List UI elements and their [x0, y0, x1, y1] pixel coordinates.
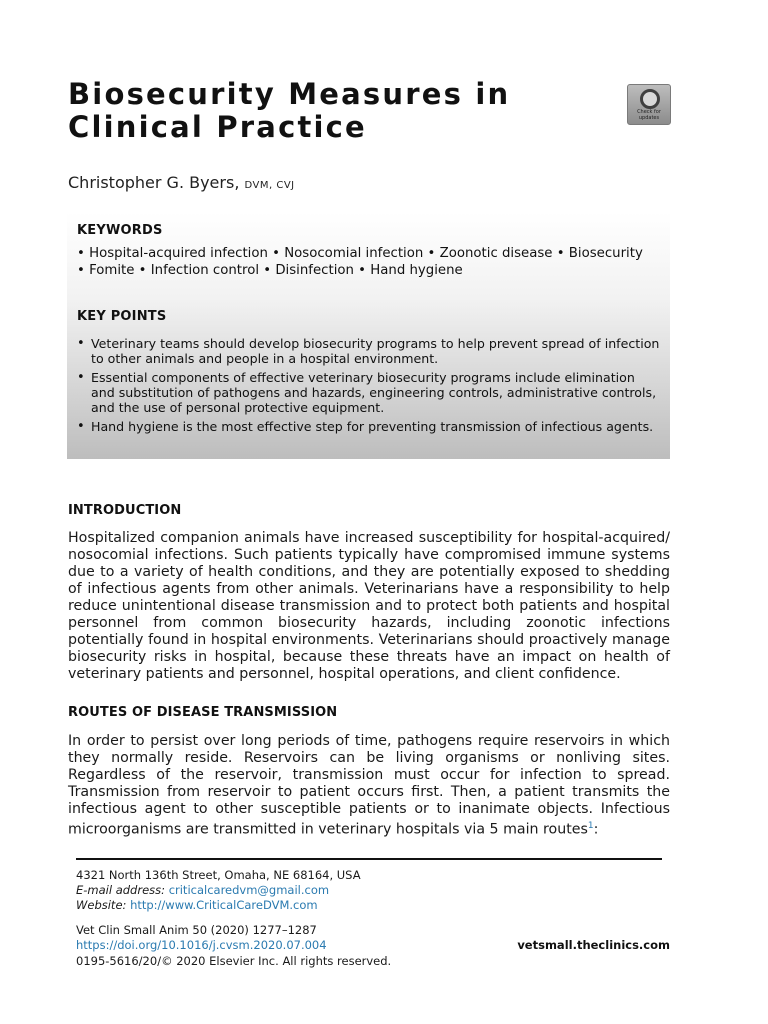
doi-link[interactable]: https://doi.org/10.1016/j.cvsm.2020.07.004 [76, 938, 327, 952]
title-line-1: Biosecurity Measures in [68, 77, 511, 111]
footer-copyright: 0195-5616/20/© 2020 Elsevier Inc. All rights reserved. [76, 954, 392, 968]
routes-text: In order to persist over long periods of time, pathogens require reservoirs in which they normally reside. Reservoirs can be living organisms or nonliving sites. Regardless of the reservoir, transmission must occur for infection to spread. Transmission from reservoir to patient occurs first. Then, a patient transmits the infectious agent to other susceptible patients or to inanimate objects. Infectious microorganisms are transmitted in veterinary hospitals via 5 main routes [68, 733, 670, 838]
routes-paragraph [68, 733, 670, 839]
reference-link[interactable]: 1 [587, 821, 594, 831]
keywords-line-1: • Hospital-acquired infection • Nosocomial infection • Zoonotic disease • Biosecurity [77, 246, 643, 261]
introduction-heading: INTRODUCTION [68, 503, 182, 518]
footer-divider [76, 858, 662, 860]
routes-tail: : [593, 821, 599, 838]
email-label: E-mail address: [76, 883, 166, 897]
author-line [68, 173, 295, 192]
keywords-line-2: • Fomite • Infection control • Disinfection • Hand hygiene [77, 263, 463, 278]
key-point-item [77, 419, 662, 434]
key-point-text: Veterinary teams should develop biosecurity programs to help prevent spread of infection to other animals and people in a hospital environment. [91, 336, 660, 366]
key-points-heading: KEY POINTS [77, 309, 167, 324]
email-link[interactable]: criticalcaredvm@gmail.com [168, 883, 330, 897]
key-points-list [77, 336, 662, 438]
key-point-text: Essential components of effective veterinary biosecurity programs include elimination and substitution of pathogens and hazards, engineering controls, administrative controls, and the use of personal protective equipment. [91, 370, 657, 415]
journal-site[interactable]: vetsmall.theclinics.com [517, 938, 670, 952]
keywords-keypoints-box [67, 212, 670, 459]
article-title [68, 78, 548, 144]
footer-doi [76, 938, 327, 952]
website-link[interactable]: http://www.CriticalCareDVM.com [130, 898, 318, 912]
footer-website-line [76, 898, 318, 912]
key-point-item [77, 370, 662, 415]
badge-label: Check for updates [637, 109, 661, 121]
bullet-icon: • [77, 336, 85, 351]
website-label: Website: [76, 898, 127, 912]
bullet-icon: • [77, 419, 85, 434]
title-line-2: Clinical Practice [68, 110, 367, 144]
footer-citation: Vet Clin Small Anim 50 (2020) 1277–1287 [76, 923, 317, 937]
key-point-item [77, 336, 662, 366]
routes-heading: ROUTES OF DISEASE TRANSMISSION [68, 705, 338, 720]
footer-address: 4321 North 136th Street, Omaha, NE 68164, USA [76, 868, 361, 882]
author-name: Christopher G. Byers, [68, 173, 240, 192]
bullet-icon: • [77, 370, 85, 385]
introduction-paragraph: Hospitalized companion animals have increased susceptibility for hospital-acquired/ nosocomial infections. Such patients typically have compromised immune systems due to a variety of health conditions, and they are potentially exposed to shedding of infectious agents from other animals. Veterinarians have a responsibility to help reduce unintentional disease transmission and to protect both patients and hospital personnel from common biosecurity hazards, including zoonotic infections potentially found in hospital environments. Veterinarians should proactively manage biosecurity risks in hospital, because these threats have an impact on health of veterinary patients and personnel, hospital operations, and client confidence. [68, 530, 670, 682]
author-credentials: DVM, CVJ [244, 180, 295, 191]
bookmark-icon [640, 89, 660, 109]
keywords-heading: KEYWORDS [77, 223, 163, 238]
key-point-text: Hand hygiene is the most effective step for preventing transmission of infectious agents. [91, 419, 654, 434]
check-for-updates-badge[interactable] [627, 84, 671, 125]
footer-email-line [76, 883, 329, 897]
